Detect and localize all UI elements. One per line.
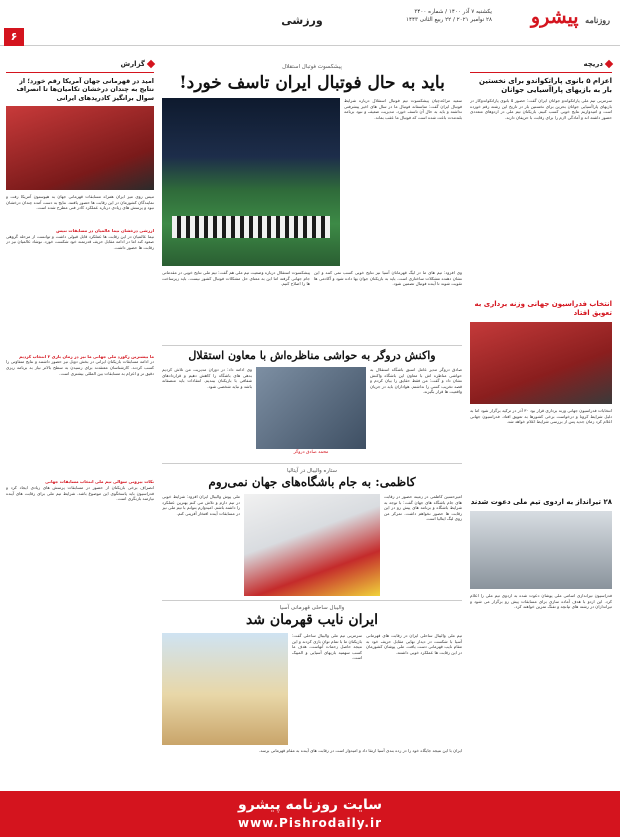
table-tennis-photo xyxy=(6,106,154,190)
divider xyxy=(6,72,154,73)
kicker-3: ستاره والیبال در آیتالیا xyxy=(286,468,338,474)
story2-body: انتخابات فدراسیون جهانی وزنه برداری قرار بود ۳۰ آذر در ترکیه برگزار شود اما به دلیل شرایط کرونا و درخواست برخی کشورها به تعویق افتاد. فدراسیون جهانی اعلام کرد زمان جدید پس از بررسی شرایط اعلام خواهد شد. xyxy=(470,408,612,425)
headline-2[interactable]: واکنش دروگر به حواشی مناظره‌اش با معاون استقلال xyxy=(188,349,436,362)
report-body-3: در ادامه مسابقات بازیکنان ایرانی در بخش دوبل نیز حضور داشتند و نتایج متفاوتی را کسب کردند. کارشناسان معتقدند برای رسیدن به سطح بالاتر نیاز به برنامه ریزی دقیق تر و اعزام به مسابقات بین المللی بیشتری است. xyxy=(6,359,154,376)
kicker-4: والیبال ساحلی قهرمانی آسیا xyxy=(279,605,345,611)
story1-body-a: سعید مراغه‌چیان پیشکسوت تیم فوتبال استقلال درباره شرایط فوتبال ایران گفت: متاسفانه فوتبال ما در سال های اخیر پیشرفتی نداشته و باید به حال آن تاسف خورد. مدیریت ضعیف و نبود برنامه بلندمدت باعث شده است که فوتبال ما عقب بماند. xyxy=(344,98,462,120)
report-subhead-1: ارزشی درخشان نیما عالمیان در مسابقات تنیس xyxy=(56,228,154,234)
headline-3[interactable]: کاظمی: به جام باشگاه‌های جهان نمی‌روم xyxy=(208,475,416,489)
newspaper-logo[interactable] xyxy=(500,6,610,42)
logo-text: پیشرو xyxy=(530,6,579,28)
logo-sub: روزنامه xyxy=(585,15,610,25)
volleyball-photo xyxy=(244,494,380,596)
footer-url[interactable]: www.Pishrodaily.ir xyxy=(237,816,383,830)
tag-label: دریچه xyxy=(583,60,603,68)
left-column-tag xyxy=(6,58,154,70)
report-title[interactable]: امید در قهرمانی جهان آمریکا رقم خورد؛ از نتایج به چندان درخشان تکامیان‌ها تا انصراف سوال برانگیز کادرپدهای ایرانی xyxy=(16,77,154,102)
daroogar-photo xyxy=(256,367,366,449)
issue-dates xyxy=(342,8,492,24)
section-title: ورزشی xyxy=(281,14,323,27)
footer-site-label: سایت روزنامه پیشرو xyxy=(238,797,382,813)
divider xyxy=(162,345,462,346)
diamond-icon xyxy=(147,60,155,68)
center-column xyxy=(162,52,462,787)
story1-body-b: وی افزود: تیم های ما در لیگ قهرمانان آسیا نیز نتایج خوبی کسب نمی کنند و این نشان دهنده مشکلات ساختاری است. باید به بازیکنان جوان بها داده شود و آکادمی ها تقویت شوند تا آینده فوتبال تضمین شود. xyxy=(314,270,462,287)
story1-body: سرمربی تیم ملی پاراتکواندو جوانان ایران گفت: حضور ۵ بانوی پاراتکواندوکار در بازیهای پاراآسیایی جوانان بحرین برای نخستین بار در تاریخ این رشته رقم خورده است و امیدواریم نتایج خوبی کسب کنیم. بازیکنان تیم ملی در اردوهای متعددی حضور داشته اند و آمادگی لازم را برای رقابت با حریفان دارند. xyxy=(470,98,612,120)
report-body-1: تنیس روی میز ایران همراه مسابقات قهرمانی جهان به هیوستون آمریکا رفت و نمایندگان کشورمان در این رقابت ها حضور یافتند. نتایج به دست آمده چندان درخشان نبود و پرسش های زیادی درباره عملکرد کادر فنی مطرح شده است. xyxy=(6,194,154,211)
report-subhead-3: نکات بیرونی سوالی تیم ملی انتخاب مسابقات جهانی xyxy=(45,479,154,485)
story4-body-b: سرمربی تیم ملی والیبال ساحلی گفت: بازیکنان ما با تمام توان بازی کردند و این نتیجه حاصل زحمات آنهاست. هدف ما کسب سهمیه بازیهای آسیایی و المپیک است. xyxy=(292,633,362,661)
story3-body: فدراسیون تیراندازی اسامی ملی پوشان دعوت شده به اردوی تیم ملی را اعلام کرد. این اردو با هدف آماده سازی برای مسابقات پیش رو برگزار می شود و تیراندازان در رشته های تپانچه و تفنگ تمرین خواهند کرد. xyxy=(470,593,612,610)
kicker-1: پیشکسوت فوتبال استقلال xyxy=(282,64,342,70)
headline-1[interactable]: باید به حال فوتبال ایران تاسف خورد! xyxy=(179,73,445,93)
date-line-2: ۲۸ نوامبر ۲۰۲۱ / ۲۲ ربیع الثانی ۱۴۴۳ xyxy=(405,17,492,23)
shooting-photo xyxy=(470,511,612,589)
team-lineup xyxy=(172,216,330,238)
story1-title[interactable]: اعزام ۵ بانوی پاراتکواندو برای نخستین بار به بازیهای پاراآسیایی جوانان xyxy=(478,77,612,94)
report-subhead-2: ما بیشترین رکورد ملی جهانی ما نیز در زمان بازی ۲ انتخاب کردیم xyxy=(19,353,154,359)
tag-label: گزارش xyxy=(120,60,145,68)
report-body-2: نیما عالمیان در این رقابت ها عملکرد قابل قبولی داشت و توانست از مرحله گروهی صعود کند اما در ادامه مقابل حریف قدرتمند خود شکست خورد. نوشاد عالمیان نیز در رقابت ها حضور داشت. xyxy=(6,233,154,250)
report-body-4: انصراف برخی بازیکنان از حضور در مسابقات پرسش های زیادی ایجاد کرد و فدراسیون باید پاسخگوی این موضوع باشد. شرایط تیم ملی برای رقابت های آینده نیازمند بازنگری است. xyxy=(6,485,154,502)
date-line-1: یکشنبه ۷ آذر ۱۴۰۰ / شماره ۳۴۰۰ xyxy=(414,9,492,15)
right-column-tag xyxy=(470,58,612,70)
headline-4[interactable]: ایران نایب قهرمان شد xyxy=(245,612,379,628)
left-column xyxy=(6,58,154,780)
beach-volleyball-photo xyxy=(162,633,288,745)
story2-body-b: وی ادامه داد: در دوران مدیریت من تلاش کردیم بدهی های باشگاه را کاهش دهیم و قراردادهای شفافی با بازیکنان ببندیم. انتقادات باید منصفانه باشد و نباید شخصی شود. xyxy=(162,367,252,389)
divider xyxy=(470,72,612,73)
right-column xyxy=(470,58,612,780)
football-team-photo xyxy=(162,98,340,266)
page-header xyxy=(0,0,620,46)
weightlifting-photo xyxy=(470,322,612,404)
divider xyxy=(162,463,462,464)
story1-body-c: پیشکسوت استقلال درباره وضعیت تیم ملی هم گفت: تیم ملی نتایج خوبی در مقدماتی جام جهانی گرفته اما این به معنای حل مشکلات فوتبال کشور نیست. باید زیرساخت ها را اصلاح کنیم. xyxy=(162,270,310,287)
story3-title[interactable]: ۲۸ تیرانداز به اردوی تیم ملی دعوت شدند xyxy=(470,498,612,506)
diamond-icon xyxy=(605,60,613,68)
story2-title[interactable]: انتخاب فدراسیون جهانی وزنه برداری به تعویق افتاد xyxy=(474,300,612,317)
story3-body-b: ملی پوش والیبال ایران افزود: شرایط خوبی در تیم دارم و تلاش می کنم بهترین عملکرد را داشته باشم. امیدوارم بتوانم با تیم ملی نیز در مسابقات آینده افتخار آفرینی کنم. xyxy=(162,494,240,516)
story2-body-a: صادق دروگر مدیر عامل اسبق باشگاه استقلال به حواشی مناظره اش با معاون این باشگاه واکنش نشان داد و گفت: من فقط حقایق را بیان کردم و قصد تخریب کسی را نداشتم. هواداران باید در جریان واقعیت ها قرار بگیرند. xyxy=(370,367,462,395)
story3-body-a: امیرحسین کاظمی در زمینه حضور در رقابت های جام باشگاه های جهان گفت: با توجه به شرایط باشگاه و برنامه های پیش رو در این رقابت ها حضور نخواهم داشت. تمرکز من روی لیگ ایتالیا است. xyxy=(384,494,462,522)
page-number: ۶ xyxy=(4,28,24,46)
page-footer xyxy=(0,791,620,837)
photo-caption: محمد صادق دروگر xyxy=(293,450,329,455)
divider xyxy=(162,600,462,601)
story4-body-a: تیم ملی والیبال ساحلی ایران در رقابت های قهرمانی آسیا با شکست در دیدار نهایی مقابل حریف خود به مقام نایب قهرمانی دست یافت. ملی پوشان کشورمان در این رقابت ها عملکرد خوبی داشتند. xyxy=(366,633,462,655)
story4-body-c: ایران با این نتیجه جایگاه خود را در رده بندی آسیا ارتقا داد و امیدوار است در رقابت های آینده به مقام قهرمانی برسد. xyxy=(258,748,462,753)
